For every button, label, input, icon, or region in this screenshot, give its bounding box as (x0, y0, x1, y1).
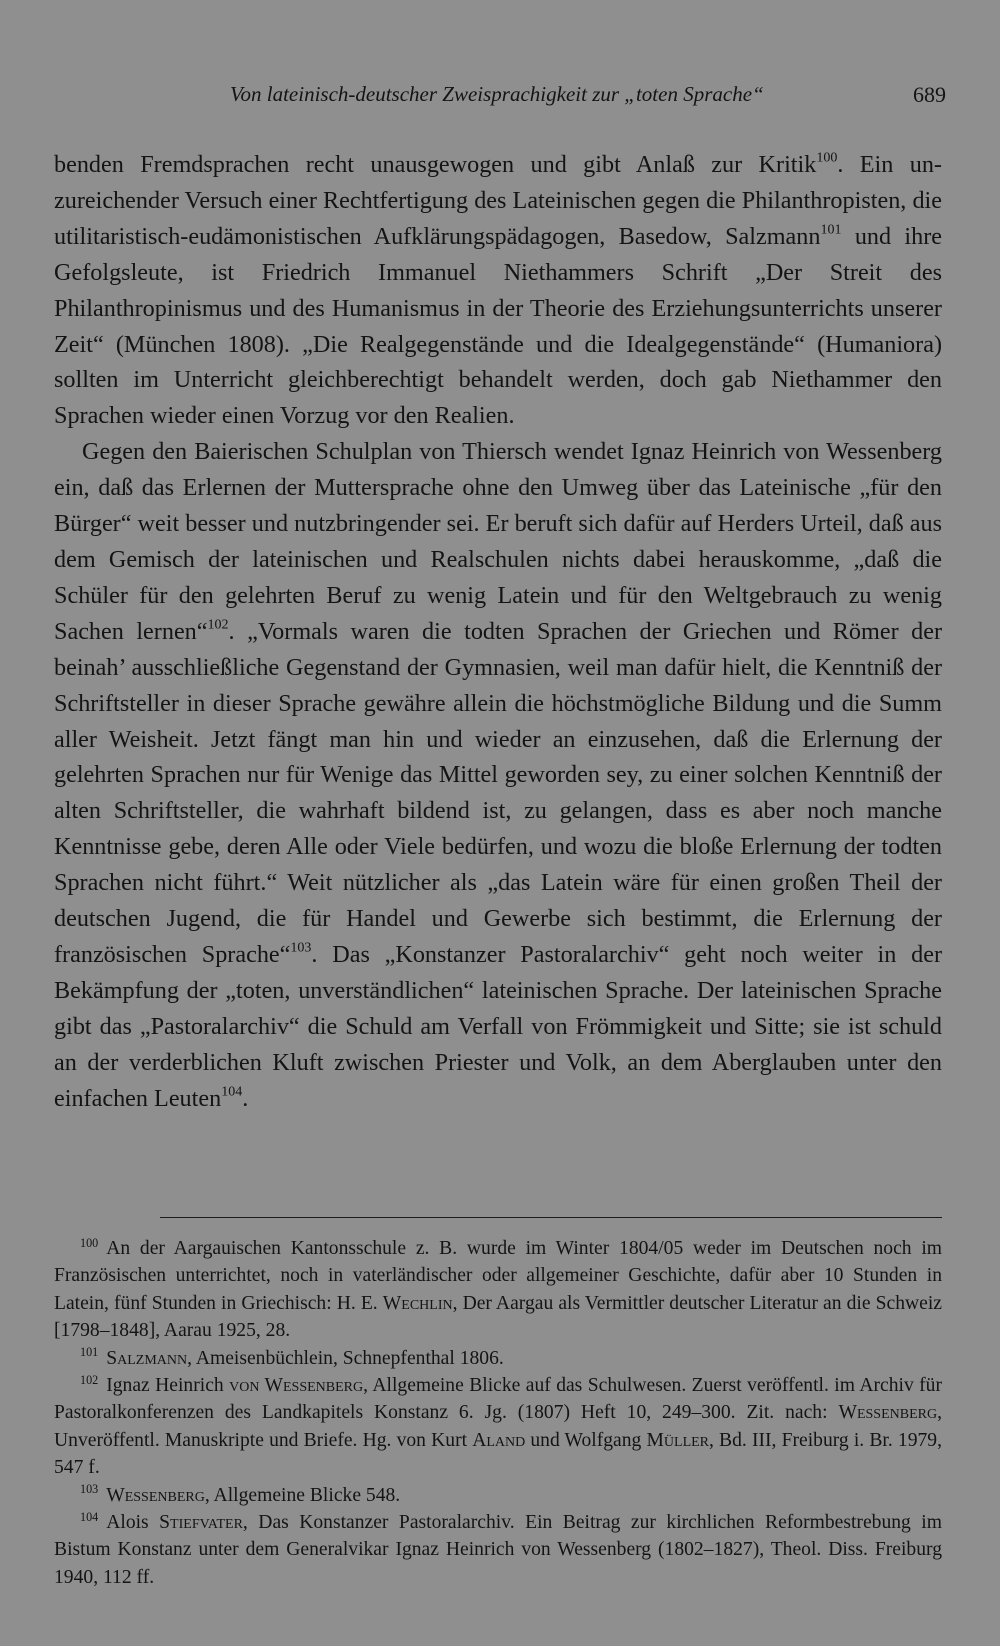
footnote-text: Alois (106, 1512, 160, 1534)
footnote-ref-104: 104 (221, 1083, 243, 1100)
footnote-text: , Das Konstanzer Pastoralarchiv. Ein Beitrag zur kirchlichen Reformbestrebung im Bistum Konstanz unter dem Generalvikar Ignaz Heinrich von Wessenberg (1802–1827), Theol. Diss. Freiburg 1940, 112 ff. (54, 1512, 942, 1588)
footnote-number: 104 (80, 1509, 99, 1524)
footnote-102 (54, 1372, 942, 1482)
footnote-ref-102: 102 (207, 616, 229, 633)
author-name: Salzmann (106, 1347, 188, 1369)
footnote-text: , Bd. III, Freiburg i. Br. 1979, 547 f. (54, 1429, 942, 1479)
footnote-100 (54, 1235, 942, 1345)
author-name: von Wessenberg (229, 1375, 364, 1397)
main-text (54, 147, 942, 1116)
footnote-text: und Wolfgang (525, 1429, 647, 1451)
footnote-number: 101 (80, 1345, 99, 1360)
footnote-101 (54, 1345, 942, 1372)
text-run: Gegen den Baierischen Schulplan von Thiersch wendet Ignaz Heinrich von Wessenberg ein, daß das Erlernen der Muttersprache ohne den Umweg über das Lateinische „für den Bürger“ weit besser und nutzbringender sei. Er beruft sich dafür auf Herders Urteil, daß aus dem Gemisch der lateinischen und Realschulen nichts dabei herauskomme, „daß die Schüler für den gelehrten Beruf zu wenig Latein und für den Weltgebrauch zu wenig Sachen lernen“ (54, 438, 942, 645)
footnote-104 (54, 1509, 942, 1591)
paragraph-1 (54, 147, 942, 434)
page-number: 689 (913, 82, 946, 107)
footnote-text: An der Aargauischen Kantonsschule z. B. wurde im Winter 1804/05 weder im Deutschen noch im Französischen unterrichtet, noch in vaterländischer oder allgemeiner Geschichte, dafür aber 10 Stunden in Latein, fünf Stunden in Griechisch: H. E. (54, 1238, 942, 1314)
author-name: Aland (472, 1429, 526, 1451)
footnote-text: , Allgemeine Blicke auf das Schulwesen. Zuerst veröffentl. im Archiv für Pastoralkonferenzen des Landkapitels Konstanz 6. Jg. (1807) Heft 10, 249–300. Zit. nach: (54, 1375, 942, 1424)
running-head (0, 78, 1000, 114)
text-run: . „Vormals waren die todten Sprachen der Griechen und Römer der beinah’ ausschließliche Gegenstand der Gymnasien, weil man dafür hielt, die Kenntniß der Schriftsteller in dieser Sprache gewähre allein die höchstmögliche Bildung und die Summ aller Weisheit. Jetzt fängt man hin und wieder an einzusehen, daß die Erlernung der gelehrten Sprachen nur für Wenige das Mittel geworden sey, zu einer solchen Kenntniß der alten Schriftsteller, die wahrhaft bildend ist, zu gelangen, dass es aber noch manche Kenntnisse gebe, deren Alle oder Viele bedürfen, und wozu die bloße Erlernung der todten Sprachen nicht führt.“ Weit nützlicher als „das Latein wäre für einen großen Theil der deutschen Jugend, die für Handel und Gewerbe sich bestimmt, die Erlernung der französischen Sprache“ (54, 617, 942, 968)
footnote-ref-100: 100 (816, 149, 838, 166)
footnote-ref-101: 101 (820, 221, 842, 238)
footnote-text: , Allgemeine Blicke 548. (204, 1484, 401, 1506)
author-name: Müller (646, 1429, 710, 1451)
footnote-text: , Unveröffentl. Manuskripte und Briefe. Hg. von Kurt (54, 1402, 942, 1451)
footnote-number: 103 (80, 1482, 99, 1497)
footnote-divider (160, 1217, 942, 1218)
author-name: Wessenberg (838, 1402, 938, 1424)
footnote-text: , Ameisenbüchlein, Schnepfenthal 1806. (187, 1347, 504, 1369)
author-name: Wessenberg (106, 1484, 205, 1506)
text-run: benden Fremdsprachen recht unausgewogen und gibt Anlaß zur Kritik (54, 151, 817, 178)
footnote-number: 100 (80, 1235, 99, 1250)
footnote-number: 102 (80, 1372, 99, 1387)
footnote-text: , Der Aargau als Vermittler deutscher Literatur an die Schweiz [1798–1848], Aarau 1925, 28. (54, 1292, 942, 1342)
footnote-103 (54, 1482, 942, 1509)
author-name: Wechlin (382, 1292, 453, 1314)
author-name: Stiefvater (159, 1512, 243, 1534)
running-title: Von lateinisch-deutscher Zweisprachigkeit zur „toten Sprache“ (230, 82, 764, 106)
text-run: . Ein unzureichender Versuch einer Rechtfertigung des Lateinischen gegen die Philanthropisten, die utilitaristisch-eudämonistischen Aufklärungspädagogen, Basedow, Salzmann (54, 151, 942, 250)
paragraph-2 (54, 434, 942, 1116)
text-run: . Das „Konstanzer Pastoralarchiv“ geht noch weiter in der Bekämpfung der „toten, unverständlichen“ lateinischen Sprache. Der lateinischen Sprache gibt das „Pastoralarchiv“ die Schuld am Verfall von Frömmigkeit und Sitte; sie ist schuld an der verderblichen Kluft zwischen Priester und Volk, an dem Aberglauben unter den einfachen Leuten (54, 940, 943, 1112)
text-run: . (242, 1084, 249, 1112)
footnotes (54, 1235, 942, 1591)
footnote-ref-103: 103 (290, 939, 312, 956)
footnote-text: Ignaz Heinrich (106, 1375, 230, 1397)
text-run: und ihre Gefolgsleute, ist Friedrich Immanuel Niethammers Schrift „Der Streit des Philanthropinismus und des Humanismus in der Theorie des Erziehungsunterrichts unserer Zeit“ (München 1808). „Die Realgegenstände und die Idealgegenstände“ (Humaniora) sollten im Unterricht gleichberechtigt behandelt werden, doch gab Niethammer den Sprachen wieder einen Vorzug vor den Realien. (54, 222, 942, 430)
